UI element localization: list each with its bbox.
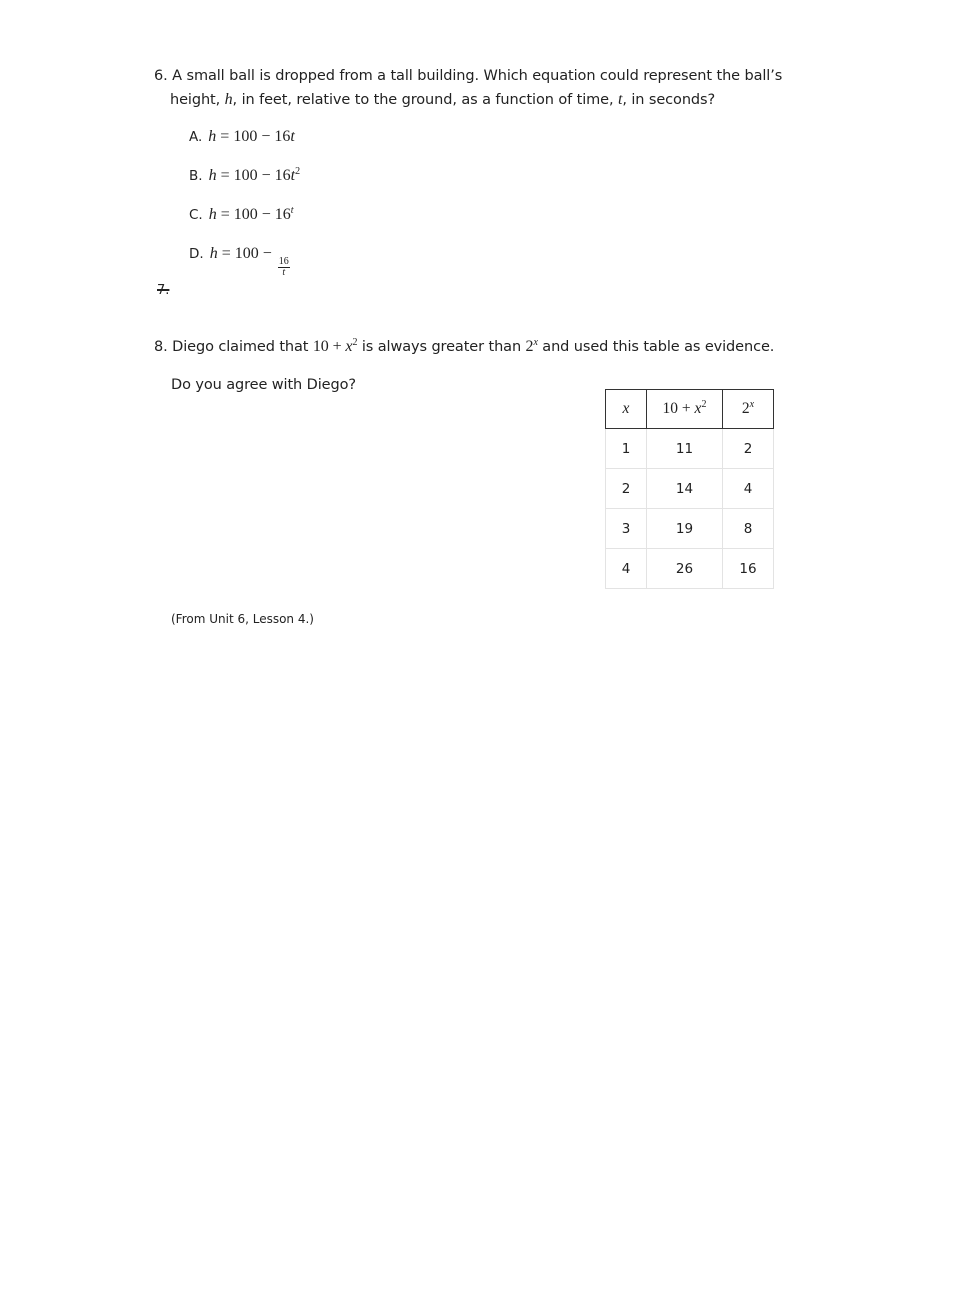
table-row [606,469,774,509]
header-sum-var: x [694,400,702,417]
option-d-letter: D. [189,246,204,262]
option-c-lhs: h [208,206,217,223]
cell-pow: 4 [723,469,774,509]
option-c-expr: = 100 − 16 [216,206,291,223]
expression-base: 2 [525,338,534,355]
option-c-equation [209,206,294,224]
fraction-denominator: t [282,267,286,278]
question-6-line1 [154,65,814,88]
question-6-stem-line1: A small ball is dropped from a tall building. Which equation could represent the ball’s [172,68,783,84]
cell-pow: 8 [723,509,774,549]
cell-sum: 11 [647,429,723,469]
question-6-stem-part: , in seconds? [622,92,716,108]
cell-pow: 2 [723,429,774,469]
option-a-equation [208,128,295,146]
option-b-letter: B. [189,168,203,184]
question-6-stem-part: height, [170,92,225,108]
header-x [606,390,647,429]
expression-base: 10 + [312,338,346,355]
header-2-to-x [723,390,774,429]
variable-t: t [618,91,623,108]
option-d-expr: = 100 − [217,245,276,262]
header-sum-base: 10 + [662,400,695,417]
option-b-var: t [290,167,296,184]
option-a[interactable] [189,128,295,146]
expression-10-plus-x-squared [313,338,357,355]
question-7-number: 7. [157,283,170,298]
cell-sum: 14 [647,469,723,509]
option-d[interactable] [189,245,290,278]
table-row [606,429,774,469]
fraction-numerator: 16 [278,256,289,267]
variable-h: h [224,91,233,108]
question-8-number: 8. [154,339,168,355]
cell-x: 4 [606,549,647,589]
question-6-number: 6. [154,68,168,84]
header-10-plus-x-squared [647,390,723,429]
question-6-stem-part: , in feet, relative to the ground, as a function of time, [232,92,618,108]
option-a-lhs: h [208,128,217,145]
cell-sum: 26 [647,549,723,589]
question-6 [154,65,814,112]
option-c[interactable] [189,206,294,224]
option-d-lhs: h [209,245,218,262]
cell-pow: 16 [723,549,774,589]
cell-x: 1 [606,429,647,469]
question-8-stem-part: Diego claimed that [172,339,313,355]
header-sum-exponent: 2 [701,399,707,410]
table-row [606,549,774,589]
option-b-lhs: h [208,167,217,184]
header-x-label: x [622,400,630,417]
cell-x: 2 [606,469,647,509]
question-6-line2 [154,88,814,112]
option-a-var: t [290,128,295,145]
option-b[interactable] [189,167,300,185]
option-b-equation [209,167,301,185]
source-footnote: (From Unit 6, Lesson 4.) [171,612,314,626]
option-b-expr: = 100 − 16 [216,167,291,184]
cell-sum: 19 [647,509,723,549]
question-8-prompt: Do you agree with Diego? [171,377,356,393]
question-8 [154,335,854,359]
option-d-fraction [278,257,290,278]
question-8-stem-part: is always greater than [357,339,526,355]
option-a-expr: = 100 − 16 [216,128,291,145]
question-8-stem-part: and used this table as evidence. [537,339,775,355]
expression-2-to-x [526,338,538,355]
header-pow-exponent: x [749,399,755,410]
option-a-letter: A. [189,129,203,145]
expression-exponent: 2 [352,337,358,348]
expression-var: x [345,338,353,355]
option-c-letter: C. [189,207,203,223]
header-pow-base: 2 [741,400,750,417]
expression-exponent: x [533,337,538,348]
option-c-exponent: t [290,205,294,216]
evidence-table [605,389,774,589]
option-d-equation [210,245,290,278]
cell-x: 3 [606,509,647,549]
option-b-exponent: 2 [295,166,301,177]
table-header-row [606,390,774,429]
table-row [606,509,774,549]
